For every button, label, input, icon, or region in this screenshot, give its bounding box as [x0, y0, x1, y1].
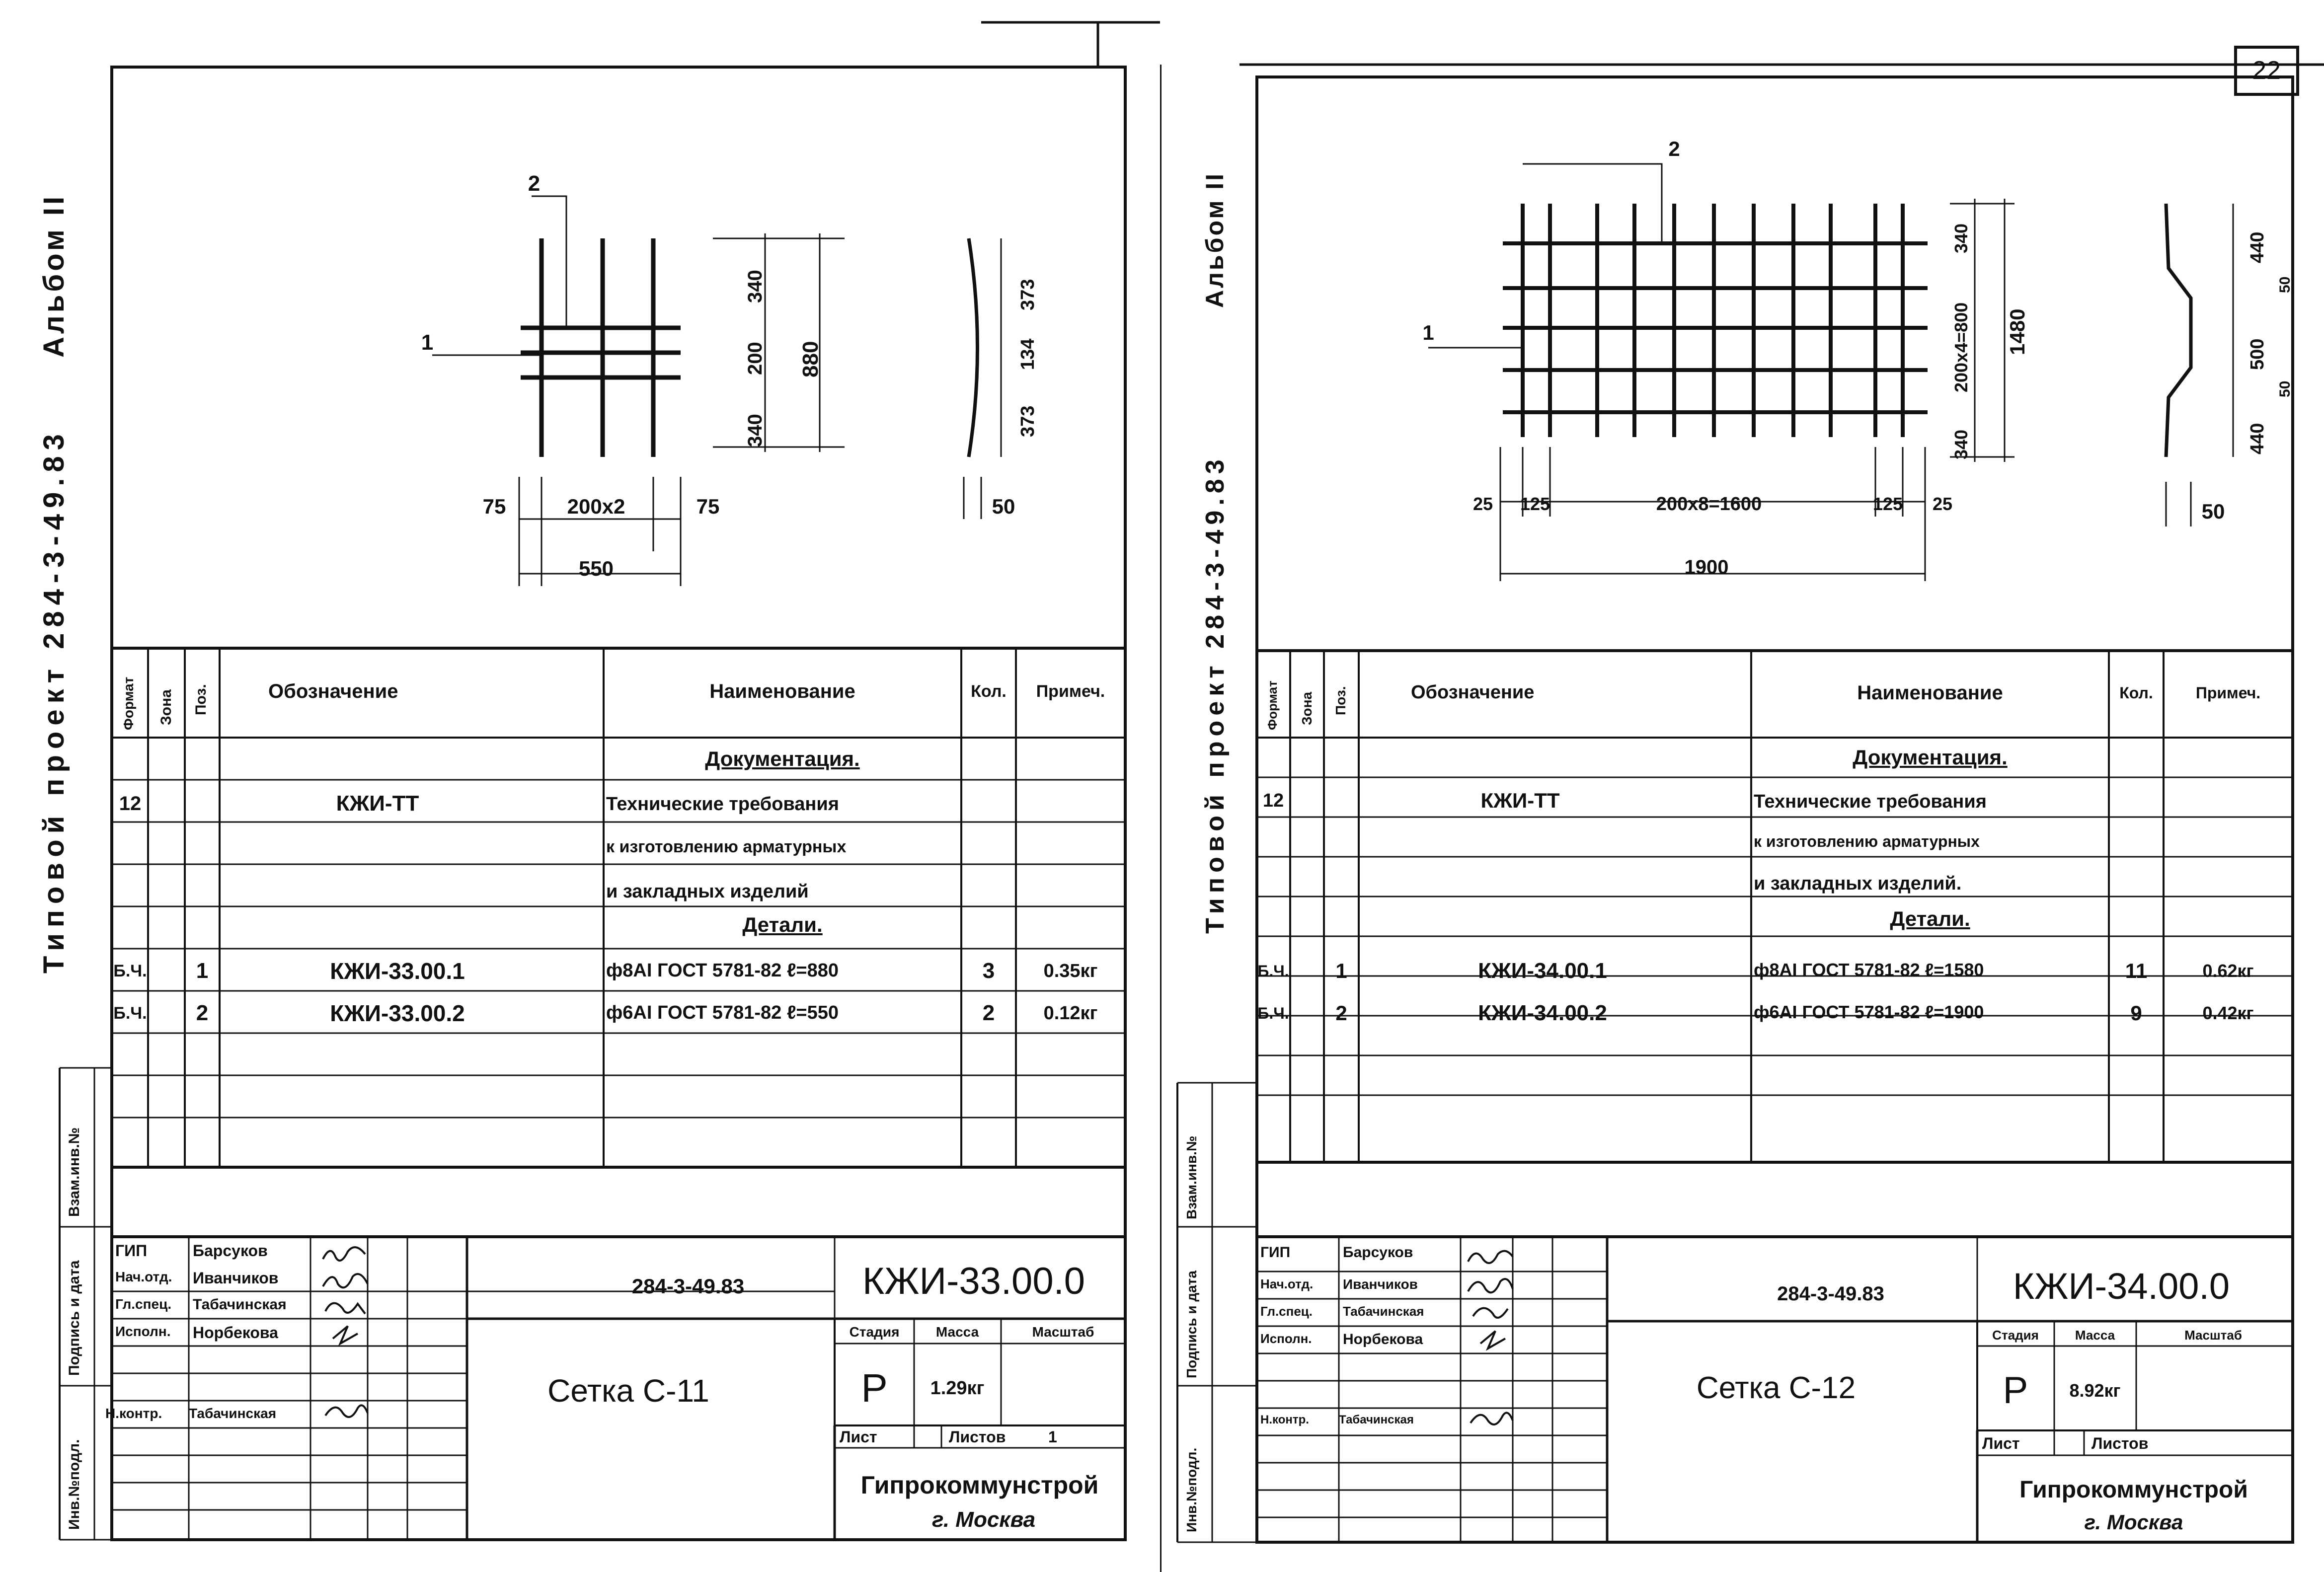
spec-row-name: и закладных изделий. [1754, 873, 1962, 894]
stamp-stage: Р [861, 1366, 888, 1410]
stamp-role: Нач.отд. [1260, 1276, 1314, 1291]
spec-row-note: 0.42кг [2202, 1003, 2254, 1023]
stamp-organization: Гипрокоммунстрой [860, 1471, 1099, 1499]
profile-dim-3: 440 [2247, 423, 2268, 454]
stamp-sheets-count: 1 [1048, 1428, 1057, 1446]
stamp-person: Иванчиков [193, 1269, 279, 1287]
stamp-project-code: 284-3-49.83 [631, 1274, 745, 1298]
profile-dim-4: 50 [2277, 276, 2293, 293]
spec-row-position: 1 [1335, 959, 1347, 982]
dim-height: 1480 [2006, 308, 2029, 355]
profile-dim-5: 50 [2277, 380, 2293, 397]
stamp-mass-label: Масса [935, 1324, 979, 1340]
position-2-label: 2 [1668, 137, 1680, 160]
replace-inv-label: Взам.инв.№ [66, 1127, 82, 1217]
dim-mid: 200x8=1600 [1656, 494, 1762, 515]
spec-row-designation: КЖИ-33.00.2 [330, 1000, 465, 1026]
position-1-label: 1 [1422, 321, 1434, 344]
page-number: 22 [2252, 56, 2281, 85]
spec-row-designation: КЖИ-33.00.1 [330, 958, 465, 984]
dim-v-mid: 200x4=800 [1951, 302, 1971, 392]
spec-row-name: ф6АI ГОСТ 5781-82 ℓ=550 [606, 1002, 839, 1023]
spec-row-note: 0.35кг [1043, 961, 1098, 981]
project-label: Типовой проект 284-3-49.83 [1201, 454, 1230, 934]
spec-row-position: 2 [1335, 1001, 1347, 1025]
inv-original-label: Инв.№подл. [66, 1439, 82, 1530]
spec-row-note: 0.62кг [2202, 961, 2254, 981]
stamp-person: Табачинская [189, 1406, 277, 1421]
sheet-frame-lines [0, 0, 1160, 1572]
stamp-doc-code: КЖИ-33.00.0 [862, 1260, 1085, 1302]
dim-v2: 200 [744, 342, 766, 375]
spec-row-name: ф6АI ГОСТ 5781-82 ℓ=1900 [1754, 1002, 1984, 1022]
stamp-person: Барсуков [1343, 1244, 1413, 1261]
col-zone: Зона [158, 689, 174, 725]
dim-mid: 200x2 [567, 495, 625, 518]
profile-dim-2: 500 [2247, 338, 2268, 370]
col-pos: Поз. [1333, 686, 1348, 715]
drawing-sheet-right [1160, 0, 2324, 1572]
stamp-project-code: 284-3-49.83 [1777, 1283, 1884, 1305]
stamp-mass-label: Масса [2075, 1328, 2115, 1343]
col-qty: Кол. [2119, 684, 2153, 702]
spec-row-name: Технические требования [1754, 791, 1987, 812]
col-name: Наименование [1857, 682, 2003, 704]
spec-section-documentation: Документация. [1853, 746, 2008, 769]
spec-row-designation: КЖИ-34.00.1 [1478, 959, 1607, 983]
col-qty: Кол. [971, 682, 1007, 701]
album-label: Альбом II [1201, 171, 1229, 308]
stamp-sheets-label: Листов [949, 1428, 1006, 1446]
mesh-drawing [1428, 164, 2233, 581]
col-zone: Зона [1299, 691, 1315, 725]
signature-date-label: Подпись и дата [66, 1260, 82, 1376]
stamp-role: Исполн. [115, 1324, 171, 1339]
spec-row-name: к изготовлению арматурных [606, 837, 847, 856]
profile-dim-3: 373 [1017, 279, 1038, 310]
sheet-frame-lines [1160, 0, 2324, 1572]
dim-left: 75 [482, 495, 506, 518]
stamp-person: Иванчиков [1343, 1276, 1418, 1292]
col-format: Формат [121, 676, 136, 730]
signatures [1463, 1242, 1518, 1435]
profile-base-dim: 50 [992, 495, 1015, 518]
stamp-role: Гл.спец. [115, 1296, 172, 1312]
stamp-organization: Гипрокоммунстрой [2019, 1477, 2248, 1503]
stamp-role: Н.контр. [105, 1406, 162, 1421]
spec-row-position: 2 [196, 1001, 209, 1025]
stamp-person: Табачинская [1343, 1304, 1424, 1319]
stamp-person: Норбекова [1343, 1331, 1423, 1347]
mesh-drawing [432, 196, 1001, 586]
spec-row-format: Б.Ч. [1257, 1004, 1289, 1022]
stamp-mass: 1.29кг [930, 1378, 985, 1399]
spec-row-format: Б.Ч. [113, 1004, 147, 1023]
spec-row-qty: 2 [982, 1001, 995, 1025]
stamp-doc-code: КЖИ-34.00.0 [2013, 1266, 2230, 1307]
spec-row-format: Б.Ч. [1257, 962, 1289, 980]
stamp-city: г. Москва [931, 1507, 1036, 1532]
stamp-stage: Р [2003, 1369, 2028, 1412]
dim-v-top: 340 [1951, 223, 1971, 253]
dim-d: 25 [1932, 494, 1953, 514]
spec-row-designation: КЖИ-ТТ [336, 791, 419, 816]
spec-row-qty: 3 [982, 959, 995, 983]
spec-row-note: 0.12кг [1043, 1003, 1098, 1024]
spec-row-qty: 11 [2125, 959, 2148, 982]
profile-base-dim: 50 [2201, 500, 2225, 523]
stamp-person: Табачинская [193, 1296, 287, 1313]
stamp-person: Барсуков [193, 1242, 268, 1260]
stamp-sheet-label: Лист [1982, 1434, 2020, 1452]
spec-row-qty: 9 [2130, 1001, 2142, 1025]
col-format: Формат [1265, 680, 1280, 730]
spec-row-position: 1 [196, 959, 209, 983]
profile-dim-1: 440 [2247, 231, 2268, 263]
position-1-label: 1 [421, 330, 434, 355]
dim-right: 75 [696, 495, 720, 518]
col-note: Примеч. [1036, 682, 1105, 701]
spec-row-format: 12 [1262, 790, 1284, 811]
inv-original-label: Инв.№подл. [1184, 1447, 1199, 1532]
dim-c: 125 [1872, 494, 1903, 514]
spec-row-designation: КЖИ-34.00.2 [1478, 1001, 1607, 1025]
stamp-role: ГИП [115, 1242, 148, 1260]
signatures [318, 1239, 373, 1428]
spec-row-name: Технические требования [606, 794, 839, 815]
spec-row-format: 12 [119, 793, 142, 815]
spec-row-designation: КЖИ-ТТ [1480, 789, 1560, 812]
profile-dim-1: 373 [1017, 405, 1038, 437]
col-designation: Обозначение [1411, 682, 1535, 703]
stamp-stage-label: Стадия [1992, 1328, 2039, 1343]
profile-dim-2: 134 [1017, 338, 1038, 370]
stamp-stage-label: Стадия [849, 1324, 900, 1340]
stamp-mass: 8.92кг [2069, 1380, 2121, 1401]
spec-row-name: и закладных изделий [606, 881, 809, 902]
dim-total: 550 [578, 557, 614, 580]
stamp-role: Исполн. [1260, 1331, 1312, 1346]
dim-b: 125 [1520, 494, 1550, 514]
spec-row-name: ф8АI ГОСТ 5781-82 ℓ=1580 [1754, 960, 1984, 980]
stamp-title: Сетка С-11 [547, 1373, 709, 1409]
dim-a: 25 [1472, 494, 1493, 514]
dim-total: 1900 [1684, 556, 1729, 578]
stamp-role: ГИП [1260, 1244, 1291, 1261]
spec-row-format: Б.Ч. [113, 962, 147, 980]
dim-v-bot: 340 [1951, 429, 1971, 459]
col-designation: Обозначение [268, 680, 398, 702]
stamp-role: Нач.отд. [115, 1269, 172, 1284]
dim-v1: 340 [744, 414, 766, 447]
col-name: Наименование [709, 680, 855, 702]
spec-section-documentation: Документация. [705, 747, 860, 770]
col-note: Примеч. [2195, 684, 2261, 702]
spec-row-name: к изготовлению арматурных [1754, 832, 1980, 850]
replace-inv-label: Взам.инв.№ [1184, 1135, 1199, 1219]
stamp-person: Табачинская [1339, 1413, 1414, 1426]
stamp-title: Сетка С-12 [1696, 1371, 1856, 1405]
stamp-sheets-label: Листов [2092, 1434, 2149, 1452]
stamp-city: г. Москва [2084, 1510, 2183, 1534]
spec-section-details: Детали. [742, 913, 823, 936]
dim-v3: 340 [744, 270, 766, 303]
position-2-label: 2 [528, 171, 541, 196]
signature-date-label: Подпись и дата [1184, 1271, 1199, 1378]
drawing-sheet-left [0, 0, 1160, 1572]
stamp-person: Норбекова [193, 1324, 278, 1342]
spec-section-details: Детали. [1890, 907, 1970, 930]
project-label: Типовой проект 284-3-49.83 [38, 428, 70, 973]
stamp-scale-label: Масштаб [2184, 1328, 2242, 1343]
stamp-sheet-label: Лист [840, 1428, 877, 1446]
spec-row-name: ф8АI ГОСТ 5781-82 ℓ=880 [606, 960, 839, 981]
stamp-role: Н.контр. [1260, 1413, 1309, 1426]
col-pos: Поз. [193, 684, 209, 715]
dim-height: 880 [798, 341, 823, 377]
album-label: Альбом II [38, 193, 70, 358]
stamp-scale-label: Масштаб [1032, 1324, 1094, 1340]
stamp-role: Гл.спец. [1260, 1304, 1313, 1319]
